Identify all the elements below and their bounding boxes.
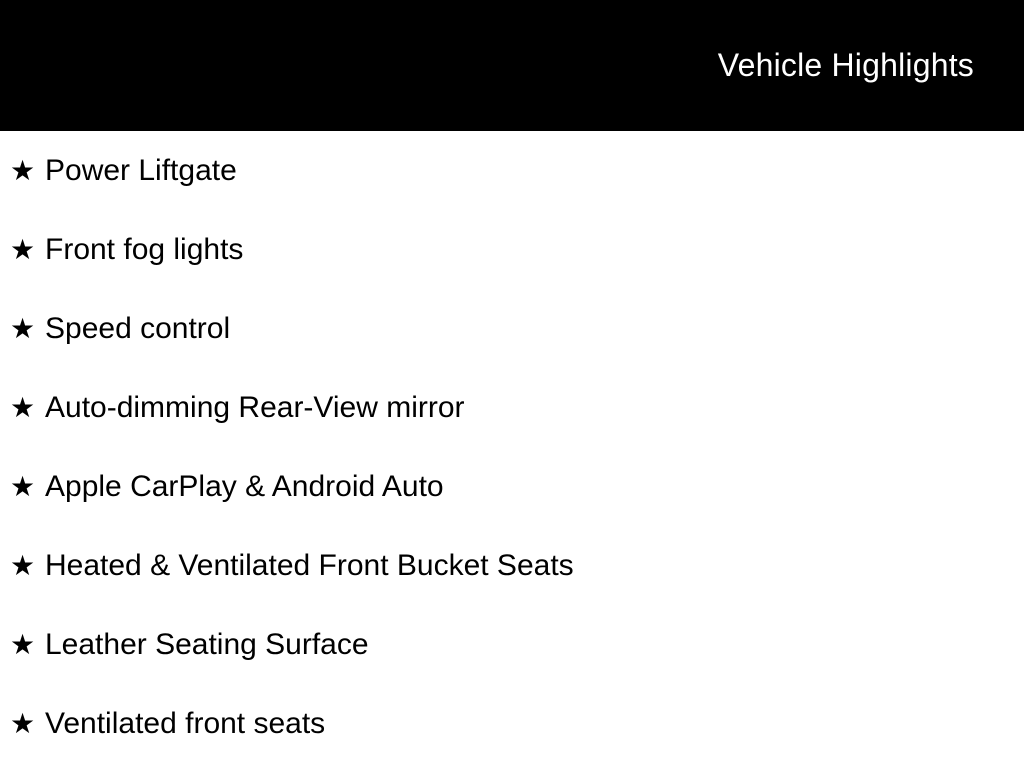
page-title: Vehicle Highlights — [717, 47, 974, 83]
highlight-item — [0, 447, 1024, 526]
highlight-item — [0, 368, 1024, 447]
highlight-label: Power Liftgate — [45, 153, 237, 187]
highlight-label: Speed control — [45, 311, 231, 345]
star-icon: ★ — [10, 628, 36, 660]
highlight-item — [0, 289, 1024, 368]
highlight-label: Ventilated front seats — [45, 706, 326, 740]
star-icon: ★ — [10, 391, 36, 423]
star-icon: ★ — [10, 312, 36, 344]
star-icon: ★ — [10, 233, 36, 265]
highlight-item — [0, 526, 1024, 605]
highlight-item — [0, 684, 1024, 763]
highlights-list — [0, 131, 1024, 763]
highlight-label: Auto-dimming Rear-View mirror — [45, 390, 465, 424]
star-icon: ★ — [10, 470, 36, 502]
highlight-item — [0, 131, 1024, 210]
star-icon: ★ — [10, 549, 36, 581]
highlight-label: Front fog lights — [45, 232, 244, 266]
highlight-item — [0, 605, 1024, 684]
star-icon: ★ — [10, 154, 36, 186]
highlight-item — [0, 210, 1024, 289]
highlight-label: Leather Seating Surface — [45, 627, 369, 661]
highlight-label: Heated & Ventilated Front Bucket Seats — [45, 548, 574, 582]
star-icon: ★ — [10, 707, 36, 739]
highlight-label: Apple CarPlay & Android Auto — [45, 469, 444, 503]
header-bar — [0, 0, 1024, 131]
